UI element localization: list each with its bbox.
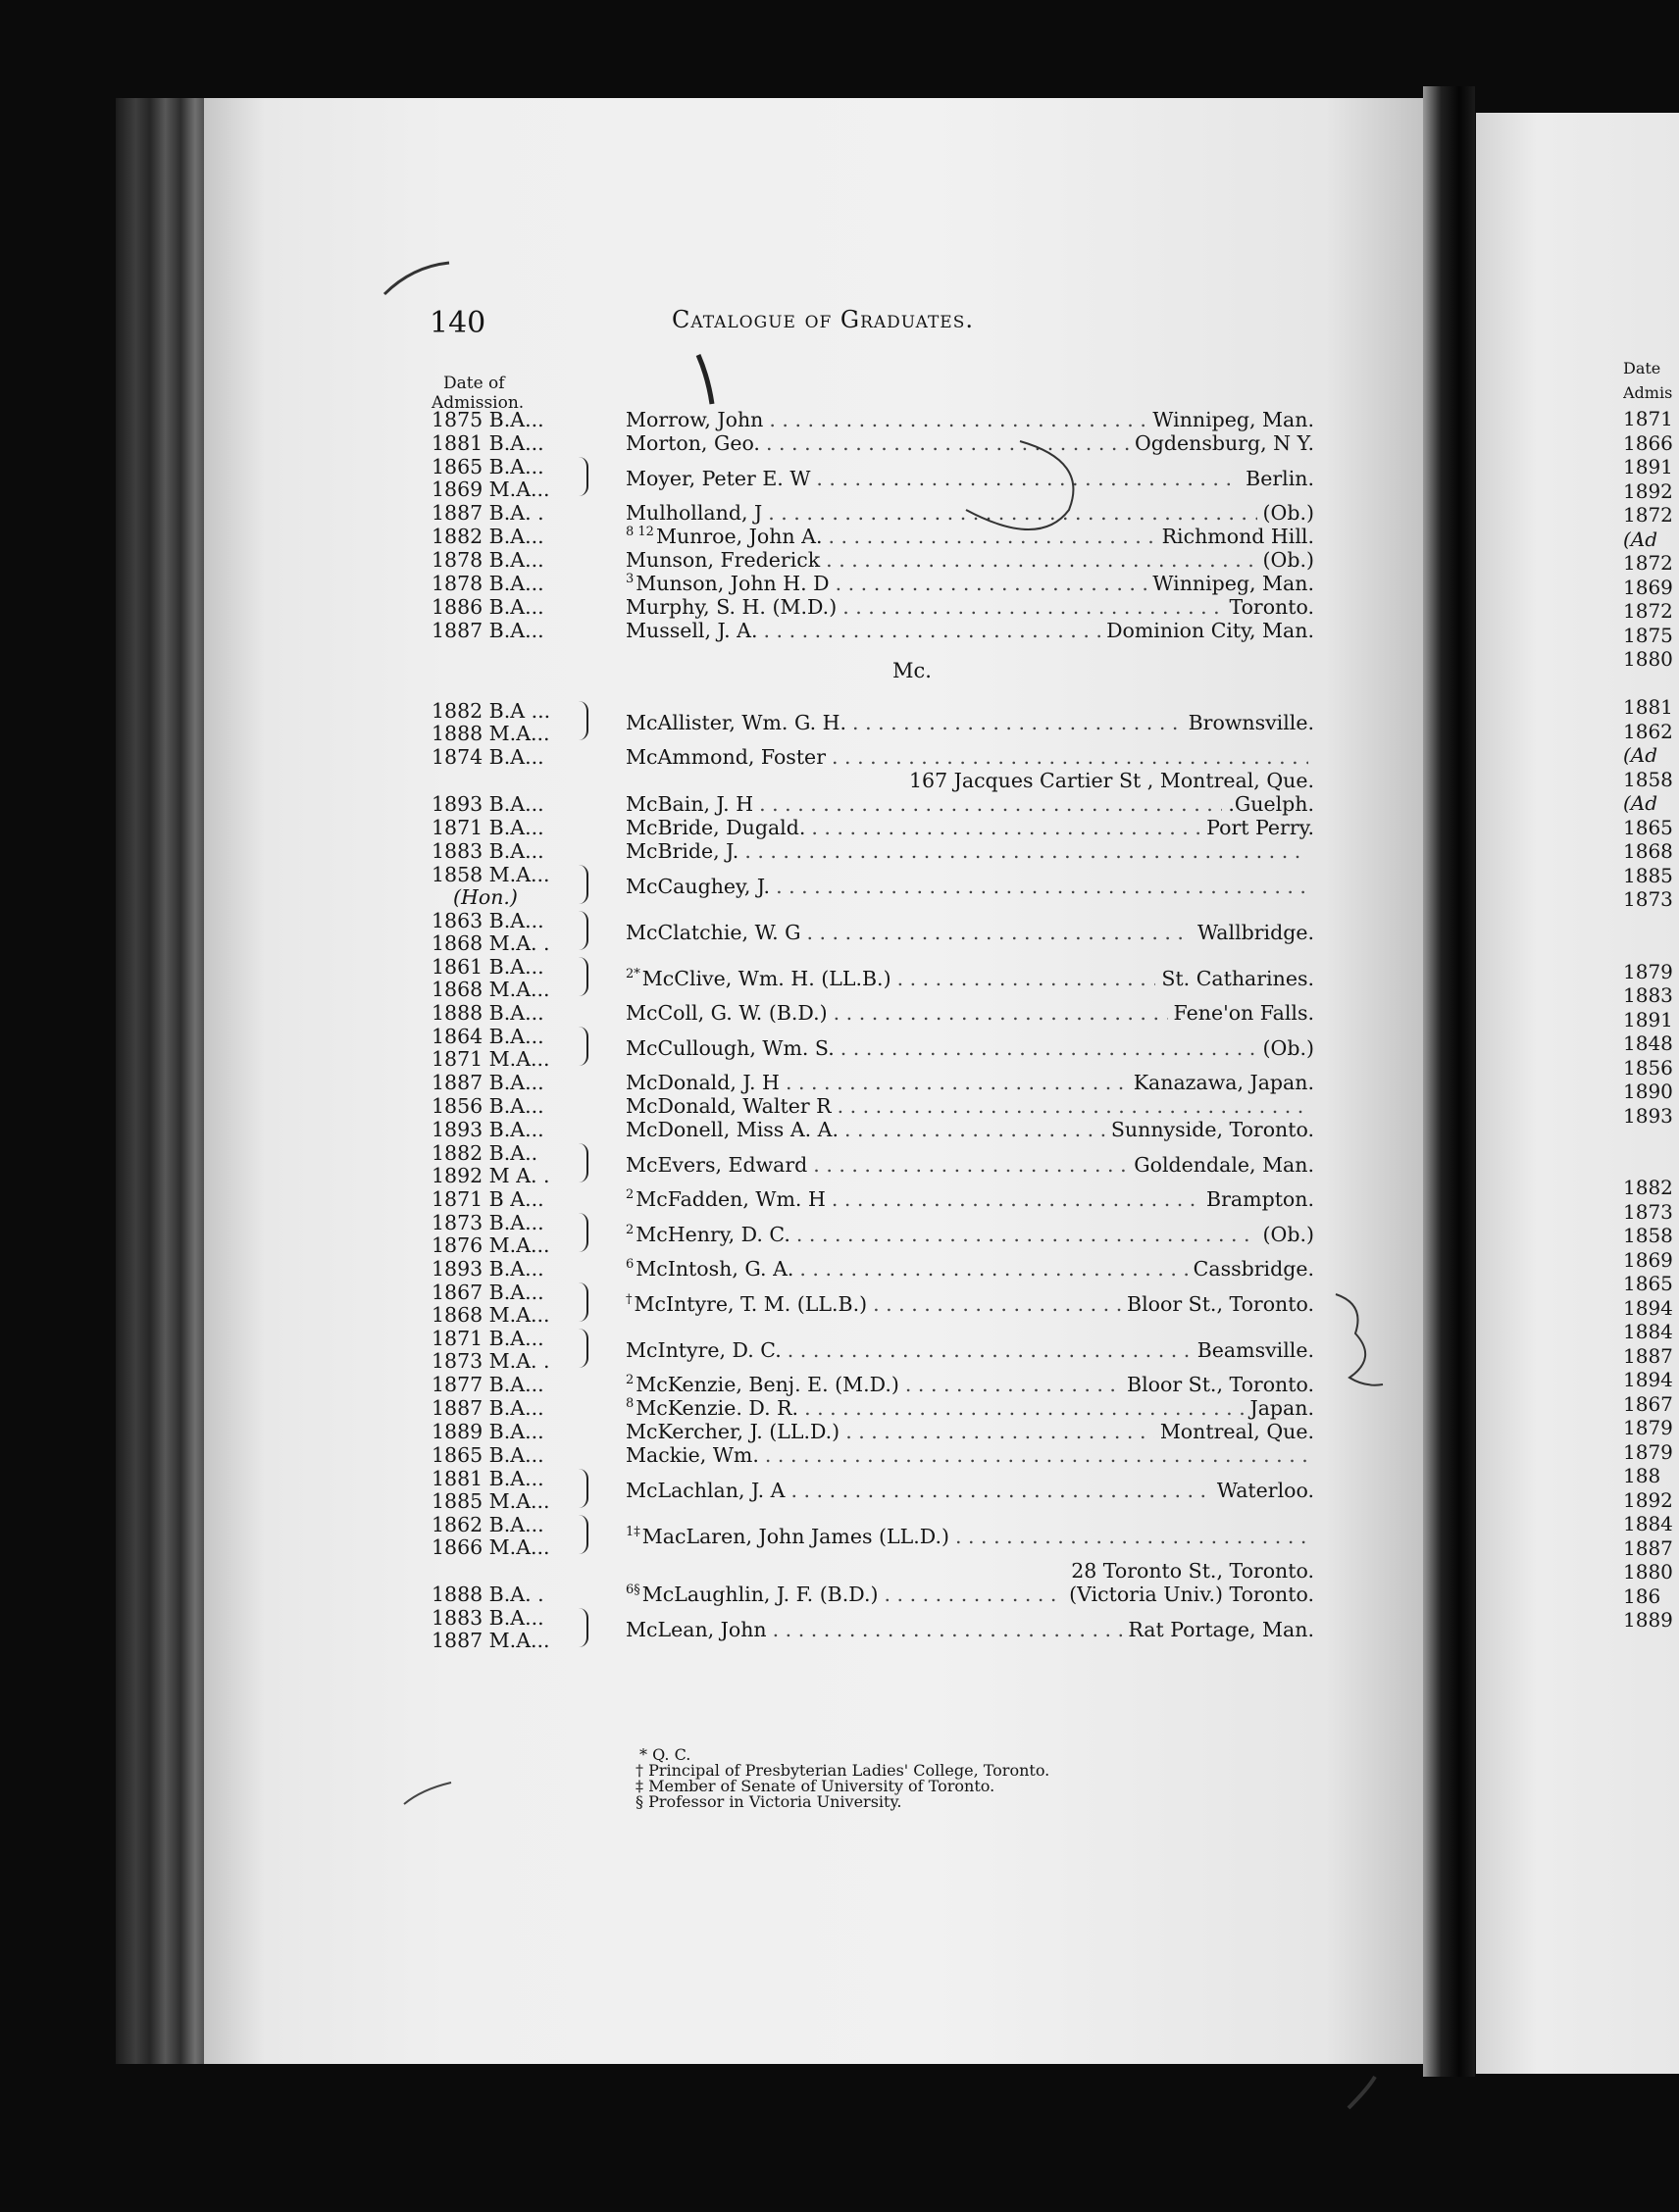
- admission-date: 1871 B.A...: [432, 816, 544, 839]
- admission-date: 1881 B.A...: [432, 431, 544, 455]
- facing-year: 1892: [1623, 1487, 1673, 1512]
- admission-date: 1873 B.A...: [432, 1211, 544, 1234]
- admission-date: 1893 B.A...: [432, 1257, 544, 1281]
- graduate-name: McHenry, D. C.: [636, 1223, 790, 1246]
- facing-year: (Ad: [1623, 791, 1658, 815]
- page-title: Catalogue of Graduates.: [672, 306, 974, 333]
- facing-year: 1858: [1623, 1224, 1673, 1247]
- facing-year: 1862: [1623, 719, 1673, 743]
- graduate-name: McBride, Dugald.: [626, 816, 806, 839]
- pencil-stroke: [1336, 1294, 1383, 1385]
- facing-year: 1881: [1623, 695, 1673, 719]
- graduate-name: McDonald, Walter R: [626, 1094, 832, 1118]
- admission-date: 1871 B.A...: [432, 1327, 544, 1350]
- reference-mark: 2: [626, 1223, 635, 1237]
- graduate-name: McLachlan, J. A: [626, 1479, 786, 1502]
- residence: Toronto.: [1229, 595, 1314, 619]
- residence: Sunnyside, Toronto.: [1110, 1118, 1314, 1141]
- admission-date: 1888 B.A. .: [432, 1583, 544, 1606]
- residence: Montreal, Que.: [1159, 1420, 1314, 1443]
- facing-year: 1882: [1623, 1176, 1673, 1199]
- residence: .Guelph.: [1228, 792, 1314, 816]
- residence: St. Catharines.: [1161, 967, 1314, 990]
- residence: Waterloo.: [1216, 1479, 1314, 1502]
- admission-date: 1886 B.A...: [432, 595, 544, 619]
- graduate-name: McKenzie. D. R.: [636, 1396, 799, 1420]
- footnote: * Q. C.: [639, 1745, 691, 1764]
- facing-year: 1856: [1623, 1055, 1673, 1080]
- admission-date: 1864 B.A...: [432, 1025, 544, 1048]
- admission-date: 1887 B.A...: [432, 1396, 544, 1420]
- graduate-name: McLean, John: [626, 1618, 767, 1641]
- reference-mark: 8: [626, 1396, 635, 1411]
- admission-date: 1868 M.A...: [432, 978, 550, 1001]
- admission-date: 1888 M.A...: [432, 722, 550, 745]
- admission-date: 1887 B.A...: [432, 619, 544, 642]
- address: 167 Jacques Cartier St , Montreal, Que.: [908, 769, 1314, 792]
- graduate-name: McDonell, Miss A. A.: [626, 1118, 839, 1141]
- reference-mark: 3: [626, 572, 635, 586]
- residence: Brampton.: [1206, 1187, 1314, 1211]
- residence: Ogdensburg, N Y.: [1134, 431, 1314, 455]
- residence: (Victoria Univ.) Toronto.: [1069, 1583, 1314, 1606]
- residence: Dominion City, Man.: [1106, 619, 1314, 642]
- residence: Wallbridge.: [1197, 921, 1314, 944]
- admission-date: 1882 B.A...: [432, 525, 544, 548]
- admission-date: 1885 M.A...: [432, 1489, 550, 1513]
- address: 28 Toronto St., Toronto.: [1071, 1559, 1314, 1583]
- facing-year: 1884: [1623, 1512, 1673, 1535]
- facing-year: 1869: [1623, 575, 1673, 599]
- admission-date: 1871 M.A...: [432, 1047, 550, 1071]
- residence: (Ob.): [1262, 1036, 1314, 1060]
- facing-year: 188: [1623, 1464, 1661, 1487]
- facing-year: 1887: [1623, 1535, 1673, 1560]
- residence: Berlin.: [1246, 467, 1314, 490]
- facing-year: 1866: [1623, 430, 1673, 455]
- graduate-name: Munroe, John A.: [655, 525, 823, 548]
- admission-date: 1865 B.A...: [432, 1443, 544, 1467]
- facing-year: (Ad: [1623, 743, 1658, 767]
- admission-date: 1875 B.A...: [432, 408, 544, 431]
- reference-mark: 6: [626, 1257, 635, 1272]
- graduate-name: McClatchie, W. G: [626, 921, 801, 944]
- pencil-stroke: [404, 1783, 451, 1804]
- admission-date: 1871 B A...: [432, 1187, 544, 1211]
- residence: Rat Portage, Man.: [1128, 1618, 1314, 1641]
- footnote: † Principal of Presbyterian Ladies' College, Toronto.: [636, 1761, 1050, 1780]
- graduate-name: McColl, G. W. (B.D.): [626, 1001, 828, 1025]
- facing-year: 1879: [1623, 1439, 1673, 1464]
- reference-mark: 8 12: [626, 525, 654, 539]
- reference-mark: 6§: [626, 1583, 640, 1597]
- residence: Winnipeg, Man.: [1152, 408, 1314, 431]
- admission-date: 1893 B.A...: [432, 1118, 544, 1141]
- admission-date: 1856 B.A...: [432, 1094, 544, 1118]
- residence: Goldendale, Man.: [1134, 1153, 1314, 1177]
- facing-year: 1872: [1623, 599, 1673, 623]
- graduate-name: Mulholland, J: [626, 501, 763, 525]
- admission-date: 1873 M.A. .: [432, 1349, 550, 1373]
- graduate-name: Mackie, Wm.: [626, 1443, 759, 1467]
- facing-year: 1889: [1623, 1608, 1673, 1632]
- facing-year: 1867: [1623, 1391, 1673, 1416]
- facing-year: 1891: [1623, 1007, 1673, 1031]
- admission-date: 1862 B.A...: [432, 1513, 544, 1536]
- admission-date: 1861 B.A...: [432, 955, 544, 979]
- facing-year: 1865: [1623, 1272, 1673, 1295]
- admission-date: 1863 B.A...: [432, 909, 544, 932]
- admission-date: (Hon.): [453, 885, 518, 909]
- graduate-name: McFadden, Wm. H: [636, 1187, 826, 1211]
- facing-year: 1872: [1623, 503, 1673, 527]
- facing-year: 1880: [1623, 647, 1673, 671]
- reference-mark: 2: [626, 1187, 635, 1202]
- admission-date: 1881 B.A...: [432, 1467, 544, 1490]
- admission-date: 1878 B.A...: [432, 572, 544, 595]
- facing-year: 1893: [1623, 1103, 1673, 1128]
- graduate-name: MacLaren, John James (LL.D.): [641, 1525, 949, 1548]
- facing-year: 186: [1623, 1584, 1661, 1608]
- caption-line: Date of: [443, 374, 505, 393]
- admission-date: 1878 B.A...: [432, 548, 544, 572]
- residence: Bloor St., Toronto.: [1127, 1292, 1314, 1316]
- facing-year: 1894: [1623, 1295, 1673, 1320]
- facing-year: 1885: [1623, 863, 1673, 887]
- graduate-name: McIntosh, G. A.: [636, 1257, 794, 1281]
- facing-year: 1883: [1623, 983, 1673, 1007]
- facing-year: 1848: [1623, 1031, 1673, 1055]
- pencil-stroke: [966, 441, 1073, 529]
- graduate-name: Morrow, John: [626, 408, 764, 431]
- residence: Kanazawa, Japan.: [1133, 1071, 1314, 1094]
- graduate-name: McKercher, J. (LL.D.): [626, 1420, 840, 1443]
- facing-year: 1868: [1623, 839, 1673, 863]
- facing-year: 1869: [1623, 1247, 1673, 1272]
- section-heading: Mc.: [892, 659, 932, 682]
- residence: Port Perry.: [1206, 816, 1314, 839]
- page-number: 140: [430, 306, 486, 340]
- facing-year: 1865: [1623, 815, 1673, 839]
- residence: Brownsville.: [1188, 711, 1314, 734]
- facing-caption-line: Date: [1623, 359, 1661, 377]
- graduate-name: McEvers, Edward: [626, 1153, 808, 1177]
- admission-date: 1887 B.A. .: [432, 501, 544, 525]
- admission-date: 1882 B.A..: [432, 1141, 538, 1165]
- residence: Fene'on Falls.: [1173, 1001, 1314, 1025]
- admission-date: 1867 B.A...: [432, 1281, 544, 1304]
- facing-year: 1894: [1623, 1368, 1673, 1391]
- graduate-name: McKenzie, Benj. E. (M.D.): [636, 1373, 899, 1396]
- facing-year: 1873: [1623, 887, 1673, 911]
- facing-year: 1892: [1623, 478, 1673, 503]
- graduate-name: McBride, J.: [626, 839, 739, 863]
- admission-date: 1883 B.A...: [432, 839, 544, 863]
- residence: Richmond Hill.: [1161, 525, 1314, 548]
- facing-year: 1871: [1623, 407, 1673, 430]
- facing-year: 1873: [1623, 1199, 1673, 1224]
- residence: Beamsville.: [1196, 1338, 1314, 1362]
- admission-date: 1858 M.A...: [432, 863, 550, 886]
- admission-date: 1887 M.A...: [432, 1629, 550, 1652]
- graduate-name: Morton, Geo.: [626, 431, 760, 455]
- pencil-stroke: [384, 263, 449, 294]
- admission-date: 1893 B.A...: [432, 792, 544, 816]
- reference-mark: 2*: [626, 967, 640, 981]
- graduate-name: Moyer, Peter E. W: [626, 467, 811, 490]
- facing-year: 1880: [1623, 1560, 1673, 1584]
- facing-year: 1858: [1623, 767, 1673, 791]
- facing-year: 1884: [1623, 1320, 1673, 1343]
- admission-date: 1888 B.A...: [432, 1001, 544, 1025]
- caption-line: Admission.: [432, 393, 525, 413]
- graduate-name: McCaughey, J.: [626, 875, 771, 898]
- facing-year: 1879: [1623, 1416, 1673, 1439]
- graduate-name: McBain, J. H: [626, 792, 754, 816]
- residence: (Ob.): [1262, 501, 1314, 525]
- graduate-name: McDonald, J. H: [626, 1071, 780, 1094]
- graduate-name: Murphy, S. H. (M.D.): [626, 595, 838, 619]
- facing-year: 1887: [1623, 1343, 1673, 1368]
- facing-year: 1891: [1623, 455, 1673, 478]
- admission-date: 1877 B.A...: [432, 1373, 544, 1396]
- graduate-name: McCullough, Wm. S.: [626, 1036, 835, 1060]
- footnote: § Professor in Victoria University.: [636, 1792, 902, 1811]
- admission-date: 1868 M.A...: [432, 1303, 550, 1327]
- facing-year: 1875: [1623, 623, 1673, 647]
- footnote: ‡ Member of Senate of University of Toronto.: [636, 1777, 995, 1795]
- graduate-name: McIntyre, D. C.: [626, 1338, 782, 1362]
- admission-date: 1868 M.A. .: [432, 931, 550, 955]
- admission-date: 1866 M.A...: [432, 1535, 550, 1559]
- residence: Bloor St., Toronto.: [1127, 1373, 1314, 1396]
- admission-date: 1883 B.A...: [432, 1606, 544, 1630]
- reference-mark: 1‡: [626, 1525, 640, 1539]
- graduate-name: McAmmond, Foster: [626, 745, 826, 769]
- reference-mark: 2: [626, 1373, 635, 1387]
- graduate-name: McAllister, Wm. G. H.: [626, 711, 847, 734]
- facing-year: (Ad: [1623, 527, 1658, 551]
- pencil-stroke: [698, 355, 712, 404]
- graduate-name: Munson, Frederick: [626, 548, 821, 572]
- graduate-name: Munson, John H. D: [636, 572, 830, 595]
- graduate-name: McClive, Wm. H. (LL.B.): [641, 967, 891, 990]
- admission-date: 1882 B.A ...: [432, 699, 551, 723]
- facing-year: 1879: [1623, 959, 1673, 983]
- facing-year: 1872: [1623, 551, 1673, 575]
- facing-year: 1890: [1623, 1080, 1673, 1103]
- graduate-name: McIntyre, T. M. (LL.B.): [634, 1292, 868, 1316]
- residence: Winnipeg, Man.: [1152, 572, 1314, 595]
- admission-date: 1874 B.A...: [432, 745, 544, 769]
- facing-caption-line: Admis: [1623, 382, 1673, 402]
- graduate-name: McLaughlin, J. F. (B.D.): [641, 1583, 879, 1606]
- residence: Japan.: [1249, 1396, 1314, 1420]
- reference-mark: †: [626, 1292, 633, 1307]
- admission-date: 1865 B.A...: [432, 455, 544, 478]
- graduate-name: Mussell, J. A.: [626, 619, 758, 642]
- admission-date: 1887 B.A...: [432, 1071, 544, 1094]
- residence: (Ob.): [1262, 1223, 1314, 1246]
- pencil-stroke: [1348, 2077, 1375, 2108]
- admission-date: 1876 M.A...: [432, 1233, 550, 1257]
- residence: (Ob.): [1262, 548, 1314, 572]
- admission-date: 1889 B.A...: [432, 1420, 544, 1443]
- admission-date: 1892 M A. .: [432, 1164, 550, 1187]
- admission-date: 1869 M.A...: [432, 478, 550, 501]
- residence: Cassbridge.: [1193, 1257, 1314, 1281]
